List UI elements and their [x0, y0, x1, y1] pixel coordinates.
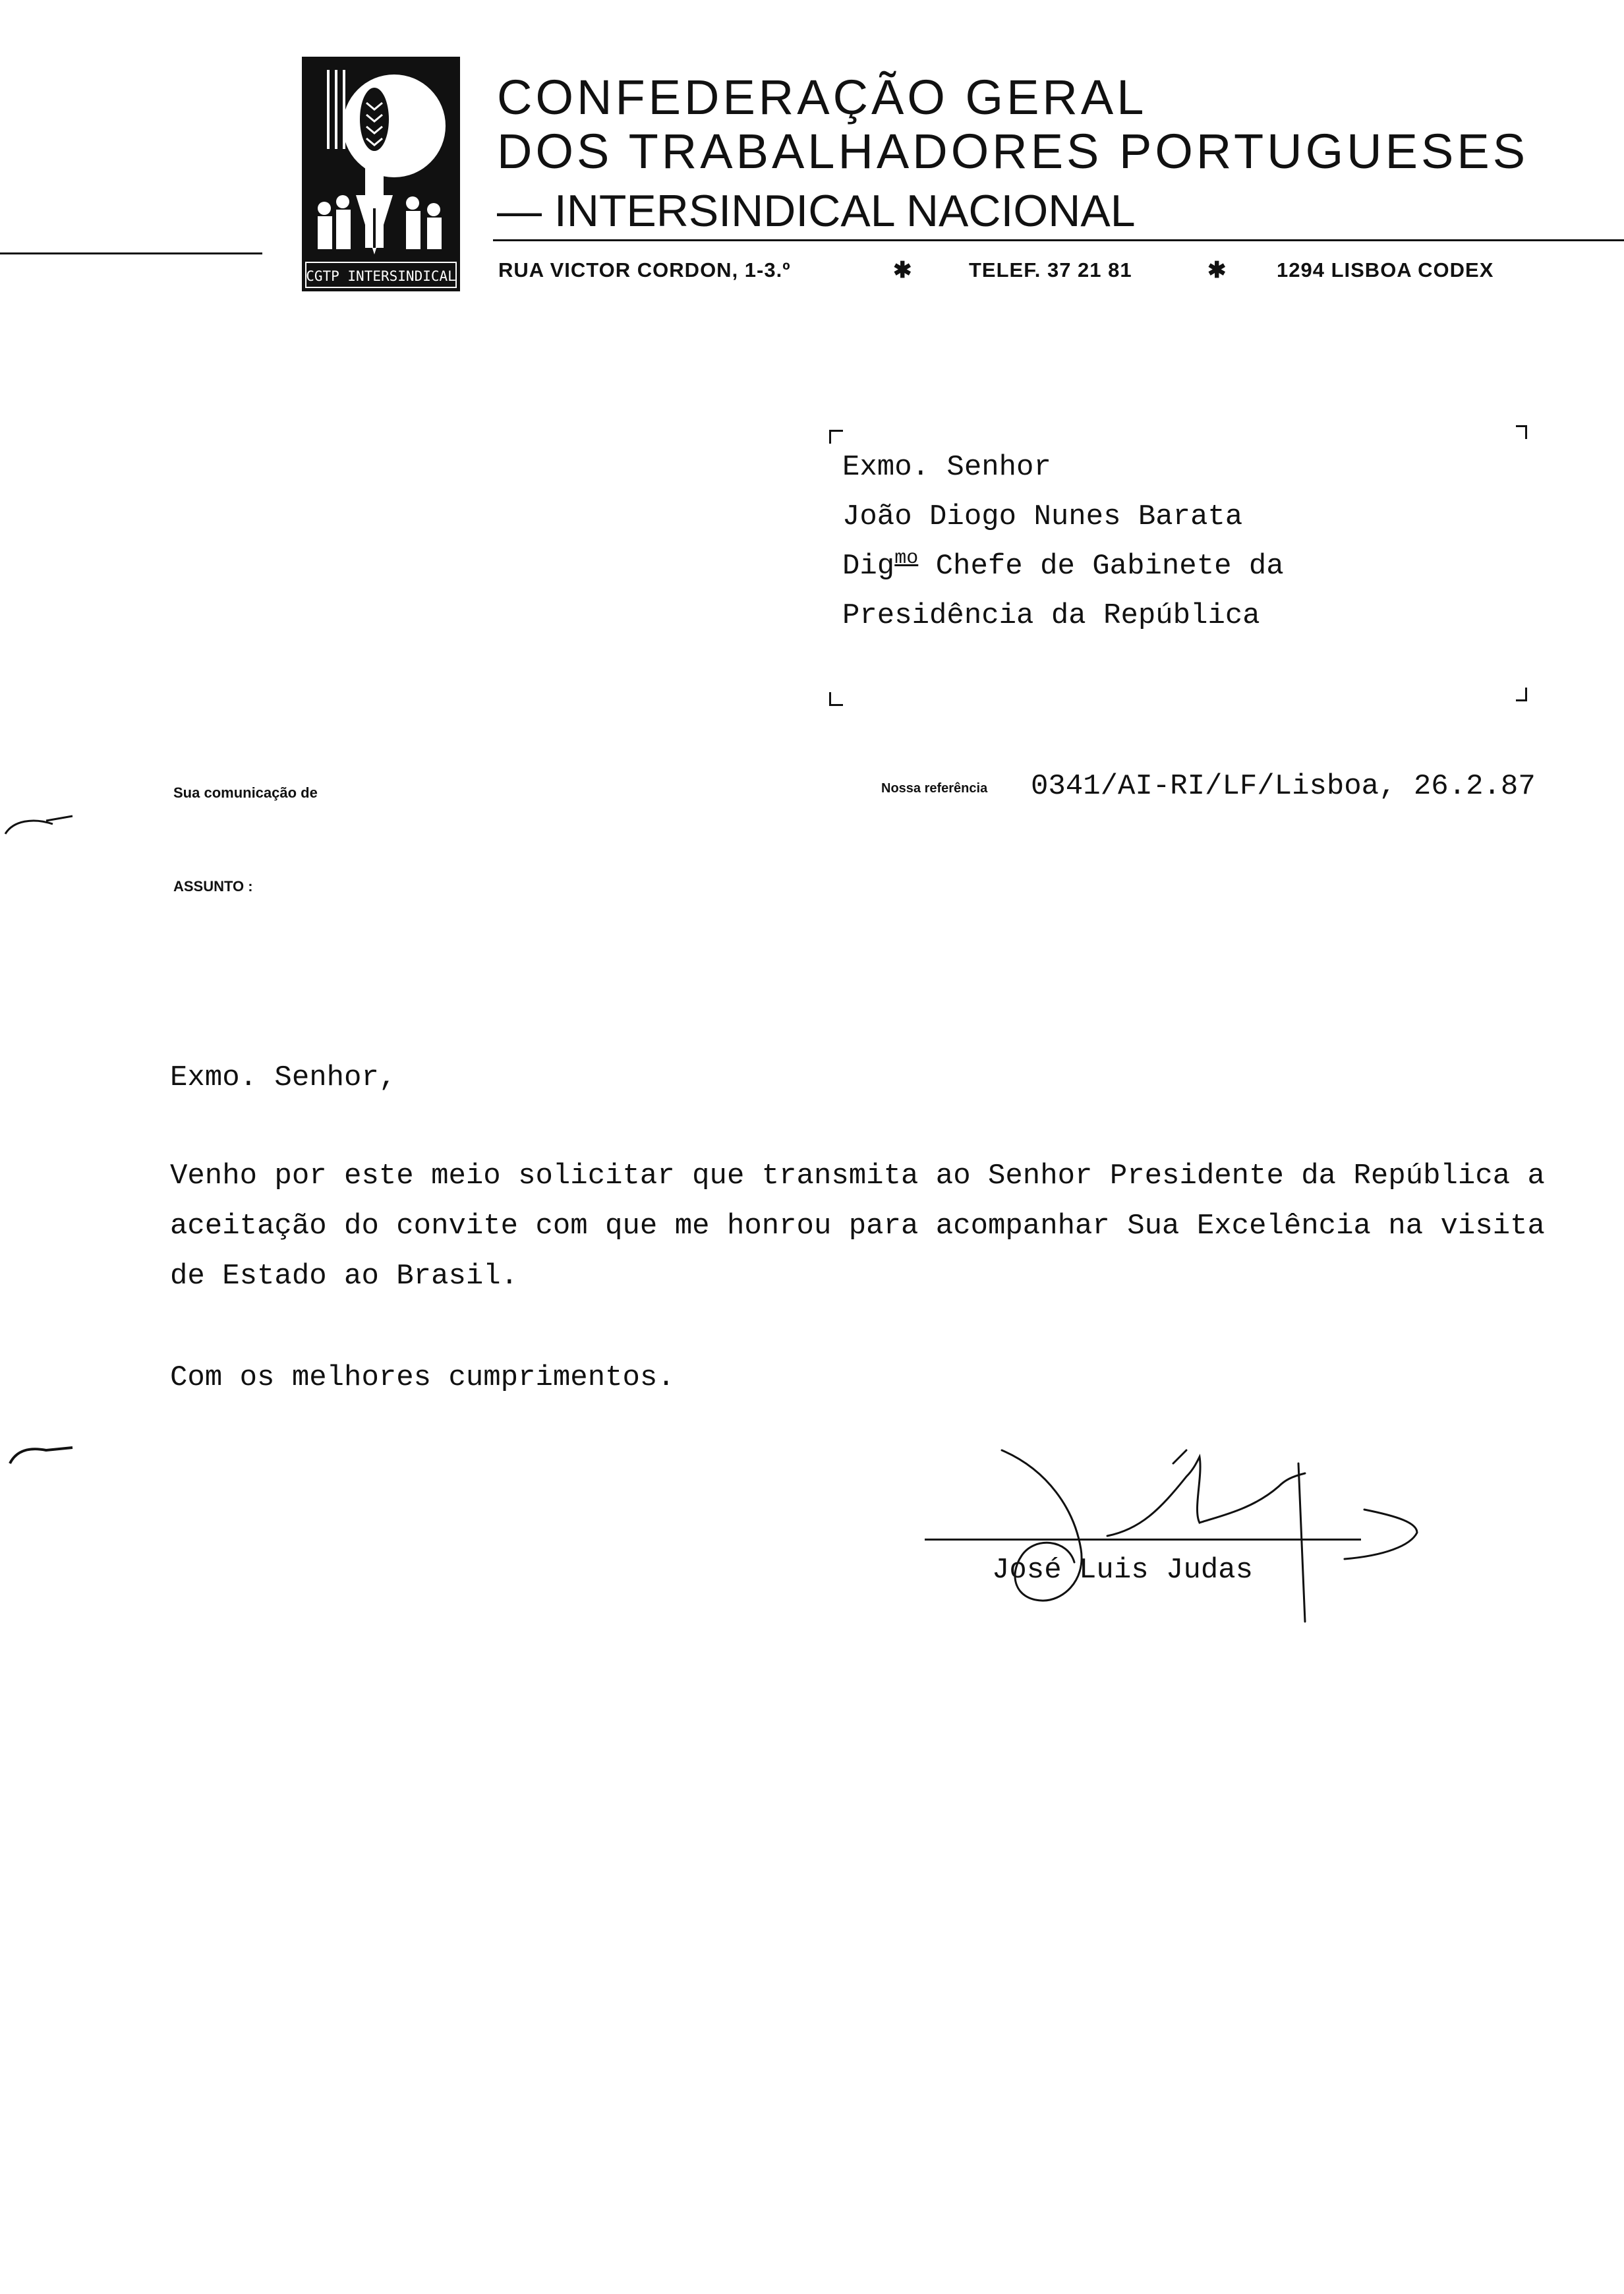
recipient-line-1: Exmo. Senhor [842, 451, 1051, 484]
left-header-rule [0, 252, 262, 254]
recipient-address [842, 443, 1284, 641]
handwritten-signature [910, 1424, 1437, 1635]
recipient-line-3 [842, 542, 1284, 591]
org-telephone: TELEF. 37 21 81 [969, 258, 1132, 281]
address-window-corner [1516, 425, 1527, 439]
signatory-name: José Luis Judas [992, 1554, 1254, 1587]
assunto-label: ASSUNTO : [173, 878, 253, 895]
nossa-referencia-value: 0341/AI-RI/LF/Lisboa, 26.2.87 [1031, 770, 1536, 803]
recipient-line-3-superscript: mo [894, 547, 919, 570]
closing: Com os melhores cumprimentos. [170, 1361, 675, 1394]
separator-star: ✱ [1207, 258, 1227, 283]
recipient-line-2: João Diogo Nunes Barata [842, 500, 1243, 533]
paragraph-line: aceitação do convite com que me honrou para acompanhar Sua Excelência na visita [170, 1210, 1545, 1243]
sua-comunicacao-label: Sua comunicação de [173, 784, 318, 801]
address-window-corner [1516, 688, 1527, 701]
org-city: 1294 LISBOA CODEX [1277, 258, 1494, 281]
recipient-line-3-rest: Chefe de Gabinete da [918, 550, 1284, 583]
salutation: Exmo. Senhor, [170, 1061, 397, 1094]
letter-paragraph [170, 1151, 1545, 1301]
org-name-line-3: — INTERSINDICAL NACIONAL [497, 186, 1136, 236]
address-window-corner [829, 692, 843, 706]
cgtp-logo [302, 57, 460, 291]
org-name-line-2: DOS TRABALHADORES PORTUGUESES [497, 124, 1529, 179]
separator-star: ✱ [893, 258, 913, 283]
header-rule [493, 239, 1624, 241]
margin-mark [0, 1430, 79, 1470]
margin-mark [0, 804, 79, 844]
logo-text: CGTP INTERSINDICAL [306, 268, 456, 284]
paragraph-line: Venho por este meio solicitar que transmita ao Senhor Presidente da República a [170, 1160, 1545, 1192]
recipient-line-3-prefix: Dig [842, 550, 895, 583]
paragraph-line: de Estado ao Brasil. [170, 1260, 519, 1293]
nossa-referencia-label: Nossa referência [881, 781, 988, 796]
address-window-corner [829, 430, 843, 444]
org-address: RUA VICTOR CORDON, 1-3.º [498, 258, 791, 281]
org-name-line-1: CONFEDERAÇÃO GERAL [497, 70, 1147, 125]
recipient-line-4: Presidência da República [842, 599, 1260, 632]
